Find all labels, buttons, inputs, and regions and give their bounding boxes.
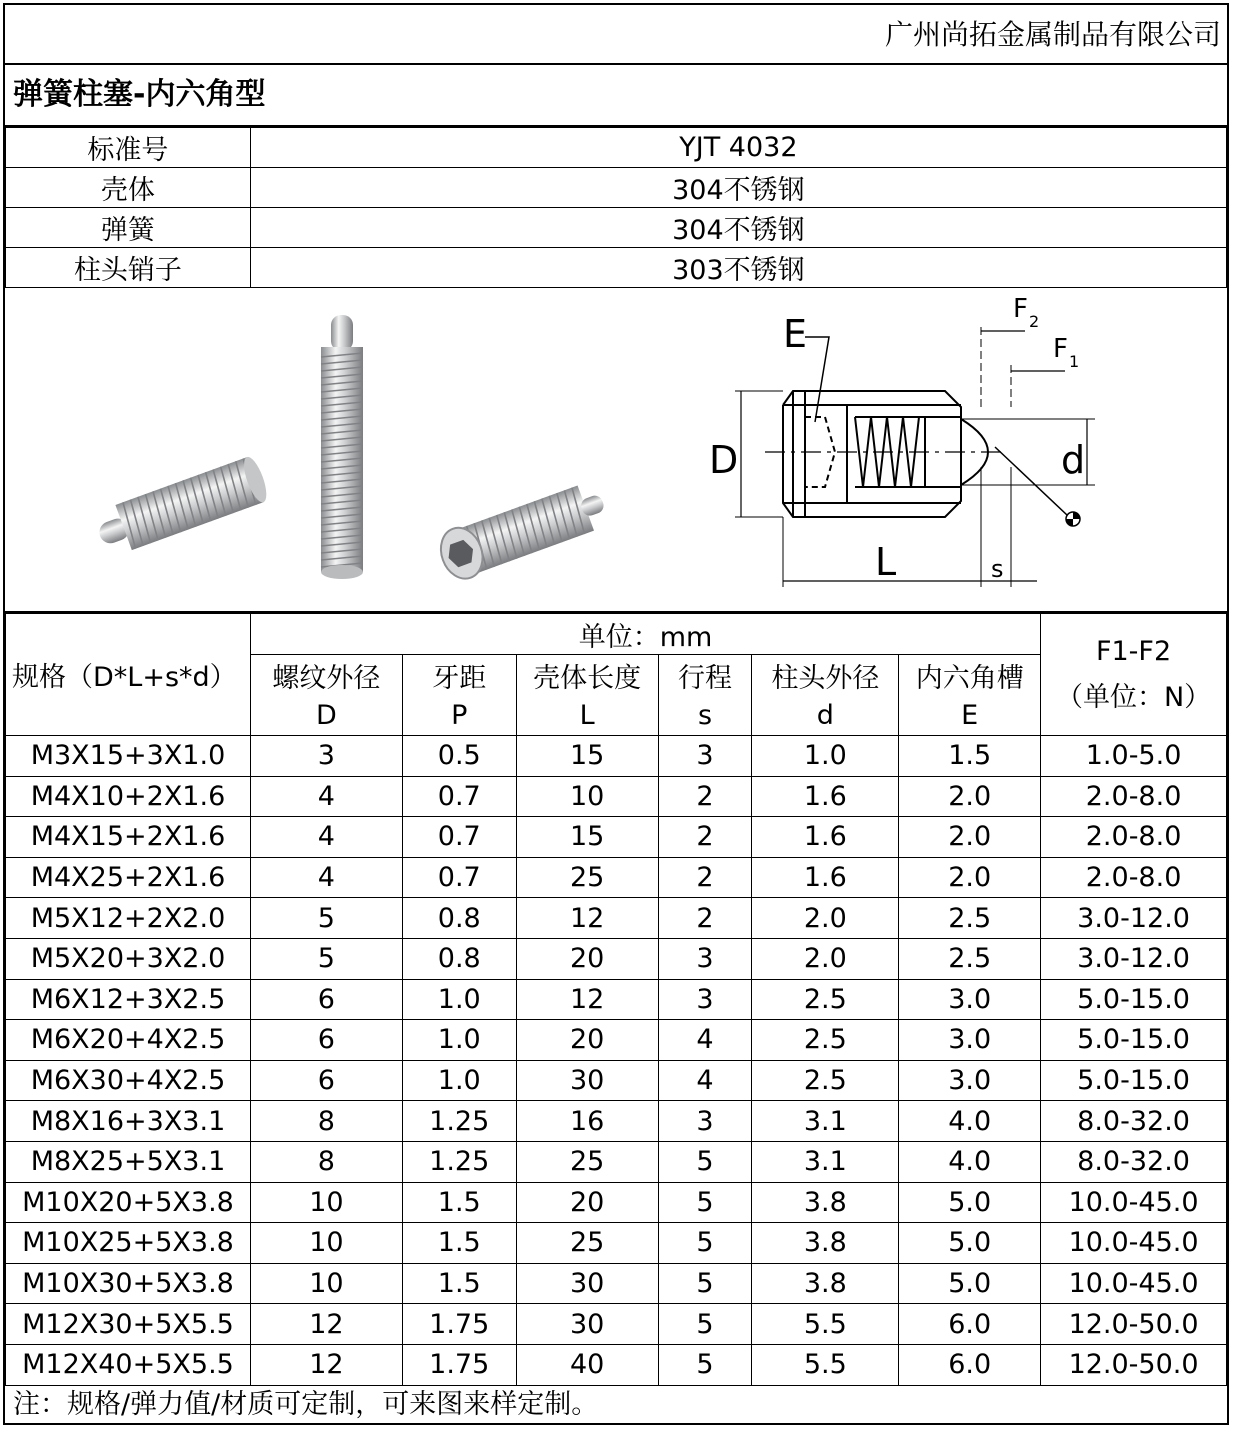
value-cell: 15 <box>516 817 658 858</box>
value-cell: 1.0 <box>402 1060 516 1101</box>
value-cell: 0.7 <box>402 776 516 817</box>
column-symbol: d <box>752 695 899 736</box>
value-cell: 10.0-45.0 <box>1041 1182 1227 1223</box>
value-cell: 3.0 <box>899 979 1041 1020</box>
value-cell: 30 <box>516 1060 658 1101</box>
technical-drawing <box>665 287 1225 611</box>
value-cell: 1.75 <box>402 1304 516 1345</box>
product-title: 弹簧柱塞-内六角型 <box>5 65 1227 127</box>
table-row <box>6 979 1227 1020</box>
table-header-row <box>6 614 1227 655</box>
spec-cell: M4X15+2X1.6 <box>6 817 251 858</box>
value-cell: 0.5 <box>402 736 516 777</box>
value-cell: 1.75 <box>402 1344 516 1385</box>
value-cell: 5 <box>250 938 402 979</box>
value-cell: 6.0 <box>899 1344 1041 1385</box>
value-cell: 12 <box>250 1304 402 1345</box>
value-cell: 15 <box>516 736 658 777</box>
info-value: 304不锈钢 <box>250 168 1226 208</box>
info-label: 壳体 <box>6 168 251 208</box>
product-photo <box>5 287 665 611</box>
value-cell: 1.5 <box>402 1223 516 1264</box>
value-cell: 5 <box>250 898 402 939</box>
column-symbol: s <box>658 695 752 736</box>
label-F1: F <box>1053 334 1068 364</box>
force-header-line2: （单位：N） <box>1055 681 1212 713</box>
value-cell: 5 <box>658 1141 752 1182</box>
value-cell: 8 <box>250 1101 402 1142</box>
column-symbol: E <box>899 695 1041 736</box>
spec-cell: M6X30+4X2.5 <box>6 1060 251 1101</box>
value-cell: 4 <box>658 1020 752 1061</box>
value-cell: 3.8 <box>752 1263 899 1304</box>
table-row <box>6 1020 1227 1061</box>
value-cell: 5.5 <box>752 1344 899 1385</box>
value-cell: 5 <box>658 1344 752 1385</box>
value-cell: 2.0 <box>752 898 899 939</box>
label-F2: F <box>1013 294 1028 324</box>
table-row <box>6 817 1227 858</box>
value-cell: 10.0-45.0 <box>1041 1223 1227 1264</box>
spec-table-body <box>6 736 1227 1386</box>
value-cell: 2.5 <box>752 979 899 1020</box>
info-value: 304不锈钢 <box>250 208 1226 248</box>
value-cell: 30 <box>516 1263 658 1304</box>
value-cell: 1.0 <box>402 979 516 1020</box>
value-cell: 1.6 <box>752 776 899 817</box>
value-cell: 20 <box>516 938 658 979</box>
label-s: s <box>991 555 1004 583</box>
value-cell: 4 <box>250 776 402 817</box>
value-cell: 3 <box>658 979 752 1020</box>
value-cell: 3 <box>250 736 402 777</box>
value-cell: 3.0-12.0 <box>1041 938 1227 979</box>
value-cell: 1.5 <box>402 1182 516 1223</box>
spec-sheet <box>3 3 1229 1425</box>
spec-cell: M10X25+5X3.8 <box>6 1223 251 1264</box>
value-cell: 1.5 <box>402 1263 516 1304</box>
table-row <box>6 168 1227 208</box>
column-symbol: D <box>250 695 402 736</box>
value-cell: 4 <box>658 1060 752 1101</box>
spec-cell: M6X20+4X2.5 <box>6 1020 251 1061</box>
value-cell: 10.0-45.0 <box>1041 1263 1227 1304</box>
spec-table <box>5 613 1227 1386</box>
value-cell: 3.8 <box>752 1223 899 1264</box>
value-cell: 10 <box>250 1223 402 1264</box>
value-cell: 6 <box>250 979 402 1020</box>
value-cell: 5 <box>658 1304 752 1345</box>
value-cell: 3.8 <box>752 1182 899 1223</box>
value-cell: 10 <box>250 1263 402 1304</box>
value-cell: 8.0-32.0 <box>1041 1141 1227 1182</box>
label-F1-sub: 1 <box>1069 352 1080 371</box>
table-row <box>6 1263 1227 1304</box>
label-D: D <box>709 438 739 482</box>
column-header: 壳体长度 <box>516 655 658 696</box>
value-cell: 5.0 <box>899 1263 1041 1304</box>
label-F2-sub: 2 <box>1029 312 1040 331</box>
table-row <box>6 128 1227 168</box>
footnote: 注：规格/弹力值/材质可定制，可来图来样定制。 <box>13 1389 599 1420</box>
info-value: YJT 4032 <box>250 128 1226 168</box>
value-cell: 0.8 <box>402 898 516 939</box>
value-cell: 2.5 <box>899 898 1041 939</box>
value-cell: 2 <box>658 898 752 939</box>
value-cell: 5.0 <box>899 1223 1041 1264</box>
spec-cell: M10X20+5X3.8 <box>6 1182 251 1223</box>
value-cell: 5.0-15.0 <box>1041 1020 1227 1061</box>
column-header: 螺纹外径 <box>250 655 402 696</box>
table-row <box>6 248 1227 288</box>
spec-header: 规格（D*L+s*d） <box>6 614 251 736</box>
spec-cell: M12X40+5X5.5 <box>6 1344 251 1385</box>
value-cell: 3 <box>658 938 752 979</box>
value-cell: 1.0 <box>402 1020 516 1061</box>
value-cell: 5 <box>658 1182 752 1223</box>
force-header <box>1041 614 1227 736</box>
table-row <box>6 1060 1227 1101</box>
spec-cell: M4X10+2X1.6 <box>6 776 251 817</box>
column-symbol: L <box>516 695 658 736</box>
value-cell: 4.0 <box>899 1141 1041 1182</box>
table-row <box>6 776 1227 817</box>
label-E: E <box>783 312 808 356</box>
value-cell: 16 <box>516 1101 658 1142</box>
spec-cell: M6X12+3X2.5 <box>6 979 251 1020</box>
value-cell: 12 <box>516 898 658 939</box>
value-cell: 2 <box>658 776 752 817</box>
value-cell: 4.0 <box>899 1101 1041 1142</box>
value-cell: 20 <box>516 1182 658 1223</box>
value-cell: 10 <box>516 776 658 817</box>
value-cell: 25 <box>516 1223 658 1264</box>
spec-cell: M8X16+3X3.1 <box>6 1101 251 1142</box>
value-cell: 2 <box>658 817 752 858</box>
value-cell: 5 <box>658 1263 752 1304</box>
value-cell: 2.0 <box>899 857 1041 898</box>
value-cell: 8.0-32.0 <box>1041 1101 1227 1142</box>
value-cell: 2.5 <box>899 938 1041 979</box>
value-cell: 2.0 <box>752 938 899 979</box>
plunger-vertical <box>321 315 363 579</box>
value-cell: 5.0 <box>899 1182 1041 1223</box>
value-cell: 2.0-8.0 <box>1041 857 1227 898</box>
spec-cell: M5X20+3X2.0 <box>6 938 251 979</box>
info-label: 标准号 <box>6 128 251 168</box>
value-cell: 2.0 <box>899 817 1041 858</box>
spec-cell: M5X12+2X2.0 <box>6 898 251 939</box>
value-cell: 6 <box>250 1060 402 1101</box>
value-cell: 6.0 <box>899 1304 1041 1345</box>
value-cell: 20 <box>516 1020 658 1061</box>
company-name: 广州尚拓金属制品有限公司 <box>5 5 1227 65</box>
table-row <box>6 1223 1227 1264</box>
value-cell: 2 <box>658 857 752 898</box>
image-row <box>5 287 1227 613</box>
table-row <box>6 1101 1227 1142</box>
value-cell: 1.6 <box>752 817 899 858</box>
value-cell: 40 <box>516 1344 658 1385</box>
table-row <box>6 938 1227 979</box>
value-cell: 2.0 <box>899 776 1041 817</box>
plunger-left <box>92 454 271 558</box>
value-cell: 4 <box>250 817 402 858</box>
spec-cell: M3X15+3X1.0 <box>6 736 251 777</box>
column-header: 牙距 <box>402 655 516 696</box>
label-L: L <box>875 540 897 584</box>
value-cell: 2.5 <box>752 1060 899 1101</box>
value-cell: 10 <box>250 1182 402 1223</box>
value-cell: 12.0-50.0 <box>1041 1344 1227 1385</box>
value-cell: 1.25 <box>402 1101 516 1142</box>
value-cell: 0.7 <box>402 857 516 898</box>
table-row <box>6 208 1227 248</box>
force-header-line1: F1-F2 <box>1095 635 1172 667</box>
value-cell: 2.5 <box>752 1020 899 1061</box>
value-cell: 1.0 <box>752 736 899 777</box>
table-row <box>6 1141 1227 1182</box>
value-cell: 0.8 <box>402 938 516 979</box>
value-cell: 25 <box>516 1141 658 1182</box>
value-cell: 2.0-8.0 <box>1041 776 1227 817</box>
spec-cell: M12X30+5X5.5 <box>6 1304 251 1345</box>
value-cell: 6 <box>250 1020 402 1061</box>
info-label: 弹簧 <box>6 208 251 248</box>
column-header: 内六角槽 <box>899 655 1041 696</box>
plunger-right <box>434 477 612 584</box>
column-header: 柱头外径 <box>752 655 899 696</box>
value-cell: 3 <box>658 1101 752 1142</box>
value-cell: 4 <box>250 857 402 898</box>
value-cell: 3.1 <box>752 1101 899 1142</box>
value-cell: 0.7 <box>402 817 516 858</box>
value-cell: 5.0-15.0 <box>1041 979 1227 1020</box>
value-cell: 2.0-8.0 <box>1041 817 1227 858</box>
table-row <box>6 898 1227 939</box>
value-cell: 25 <box>516 857 658 898</box>
info-label: 柱头销子 <box>6 248 251 288</box>
value-cell: 12 <box>516 979 658 1020</box>
value-cell: 5 <box>658 1223 752 1264</box>
value-cell: 8 <box>250 1141 402 1182</box>
value-cell: 30 <box>516 1304 658 1345</box>
value-cell: 3.0 <box>899 1060 1041 1101</box>
value-cell: 3.1 <box>752 1141 899 1182</box>
value-cell: 12.0-50.0 <box>1041 1304 1227 1345</box>
table-row <box>6 736 1227 777</box>
value-cell: 3 <box>658 736 752 777</box>
spec-cell: M10X30+5X3.8 <box>6 1263 251 1304</box>
value-cell: 3.0 <box>899 1020 1041 1061</box>
value-cell: 1.6 <box>752 857 899 898</box>
value-cell: 5.0-15.0 <box>1041 1060 1227 1101</box>
unit-header: 单位：mm <box>250 614 1040 655</box>
table-row <box>6 1344 1227 1385</box>
column-symbol: P <box>402 695 516 736</box>
table-row <box>6 1182 1227 1223</box>
value-cell: 1.0-5.0 <box>1041 736 1227 777</box>
value-cell: 1.5 <box>899 736 1041 777</box>
label-d: d <box>1061 438 1086 482</box>
table-row <box>6 857 1227 898</box>
spec-cell: M4X25+2X1.6 <box>6 857 251 898</box>
info-value: 303不锈钢 <box>250 248 1226 288</box>
material-table <box>5 127 1227 288</box>
spec-cell: M8X25+5X3.1 <box>6 1141 251 1182</box>
value-cell: 3.0-12.0 <box>1041 898 1227 939</box>
value-cell: 5.5 <box>752 1304 899 1345</box>
value-cell: 1.25 <box>402 1141 516 1182</box>
column-header: 行程 <box>658 655 752 696</box>
value-cell: 12 <box>250 1344 402 1385</box>
table-row <box>6 1304 1227 1345</box>
